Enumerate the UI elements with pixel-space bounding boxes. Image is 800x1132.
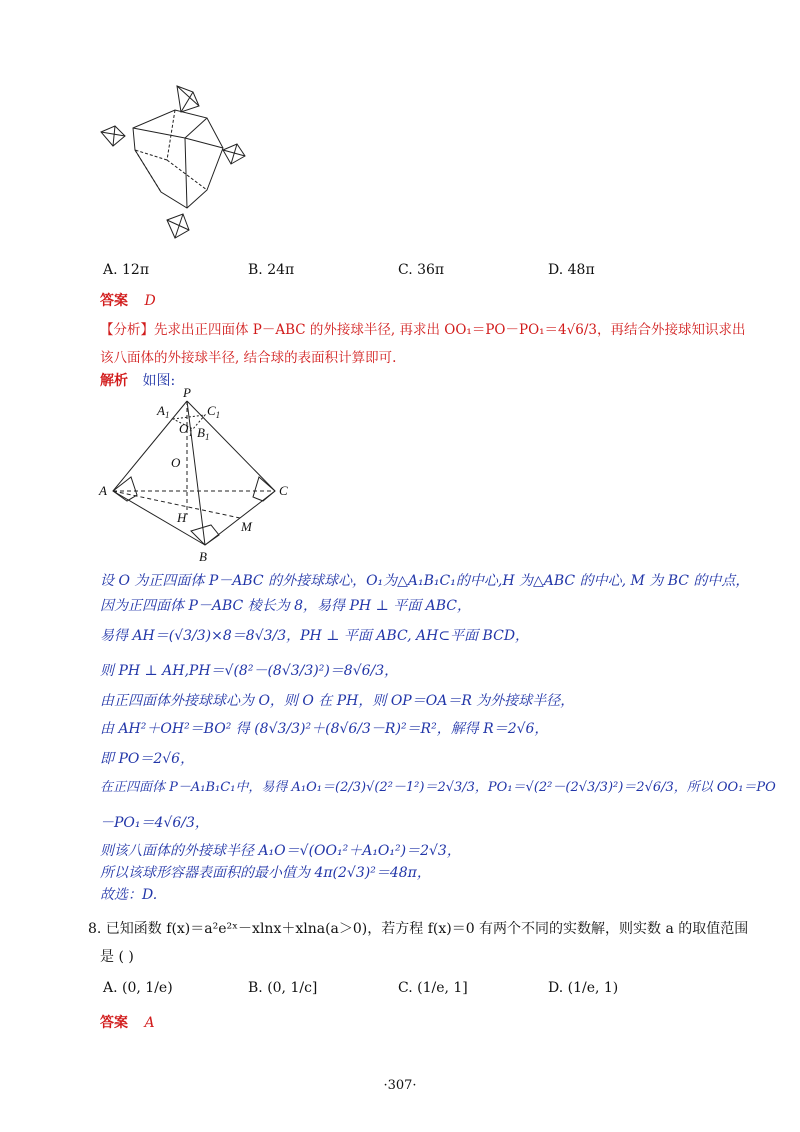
q8-option-a: A. (0, 1/e): [103, 980, 173, 996]
solution-line-5: 由正四面体外接球球心为 O，则 O 在 PH，则 OP＝OA＝R 为外接球半径，: [100, 693, 575, 709]
solution-line-7: 即 PO＝2√6，: [100, 751, 195, 767]
page-number: ·307·: [383, 1078, 417, 1093]
q7-answer: [100, 290, 156, 310]
q7-option-c: C. 36π: [398, 262, 445, 278]
q8-option-d: D. (1/e, 1): [548, 980, 619, 996]
tetrahedron-figure: [95, 385, 305, 565]
answer-label: 答案: [100, 293, 128, 309]
solution-line-2: 因为正四面体 P－ABC 棱长为 8，易得 PH ⊥ 平面 ABC，: [100, 598, 472, 614]
label-c: C: [279, 483, 288, 498]
q8-option-b: B. (0, 1/c]: [248, 980, 318, 996]
octahedron-figure: [95, 80, 265, 250]
label-o1: $O_1$: [179, 421, 193, 438]
q8-answer-label: 答案: [100, 1015, 128, 1031]
q7-option-b: B. 24π: [248, 262, 295, 278]
solution-line-8: 在正四面体 P－A₁B₁C₁中，易得 A₁O₁＝(2/3)√(2²－1²)＝2√3/3，PO₁＝√(2²－(2√3/3)²)＝2√6/3，所以 OO₁＝PO: [100, 780, 776, 795]
solution-line-12: 故选：D.: [100, 887, 158, 903]
answer-value: D: [144, 293, 156, 309]
solution-line-11: 所以该球形容器表面积的最小值为 4π(2√3)²＝48π，: [100, 865, 431, 881]
label-o: O: [171, 455, 181, 470]
solution-line-1: 设 O 为正四面体 P－ABC 的外接球球心，O₁为△A₁B₁C₁的中心,H 为△ABC 的中心, M 为 BC 的中点，: [100, 573, 750, 589]
label-p: P: [183, 385, 191, 400]
solution-line-10: 则该八面体的外接球半径 A₁O＝√(OO₁²＋A₁O₁²)＝2√3，: [100, 843, 461, 859]
solution-line-6: 由 AH²＋OH²＝BO² 得 (8√3/3)²＋(8√6/3－R)²＝R²，解得 R＝2√6，: [100, 721, 549, 737]
analysis-line-2: 该八面体的外接球半径, 结合球的表面积计算即可.: [100, 350, 397, 366]
analysis-line-1: 【分析】先求出正四面体 P－ABC 的外接球半径, 再求出 OO₁＝PO－PO₁＝4√6/3，再结合外接球知识求出: [100, 322, 746, 338]
label-c1: $C_1$: [207, 403, 221, 420]
label-b1: $B_1$: [197, 425, 210, 442]
solution-line-4: 则 PH ⊥ AH,PH＝√(8²－(8√3/3)²)＝8√6/3，: [100, 663, 399, 679]
q8-option-c: C. (1/e, 1]: [398, 980, 468, 996]
label-b: B: [199, 549, 207, 564]
label-a1: $A_1$: [157, 403, 170, 420]
q8-answer: [100, 1012, 155, 1032]
solution-label: 解析: [100, 373, 128, 389]
q7-option-d: D. 48π: [548, 262, 595, 278]
q8-answer-value: A: [144, 1015, 155, 1031]
solution-line-3: 易得 AH＝(√3/3)×8＝8√3/3，PH ⊥ 平面 ABC, AH⊂平面 BCD，: [100, 628, 530, 644]
q7-option-a: A. 12π: [103, 262, 150, 278]
label-a: A: [99, 483, 107, 498]
solution-intro: 如图:: [142, 373, 176, 389]
label-m: M: [241, 519, 252, 534]
label-h: H: [177, 510, 187, 525]
solution-line-9: －PO₁＝4√6/3，: [100, 815, 209, 831]
q8-question-line-1: 8. 已知函数 f(x)＝a²e²ˣ－xlnx＋xlna(a＞0)，若方程 f(x)＝0 有两个不同的实数解，则实数 a 的取值范围: [88, 921, 749, 937]
q8-question-line-2: 是 ( ): [100, 949, 134, 965]
